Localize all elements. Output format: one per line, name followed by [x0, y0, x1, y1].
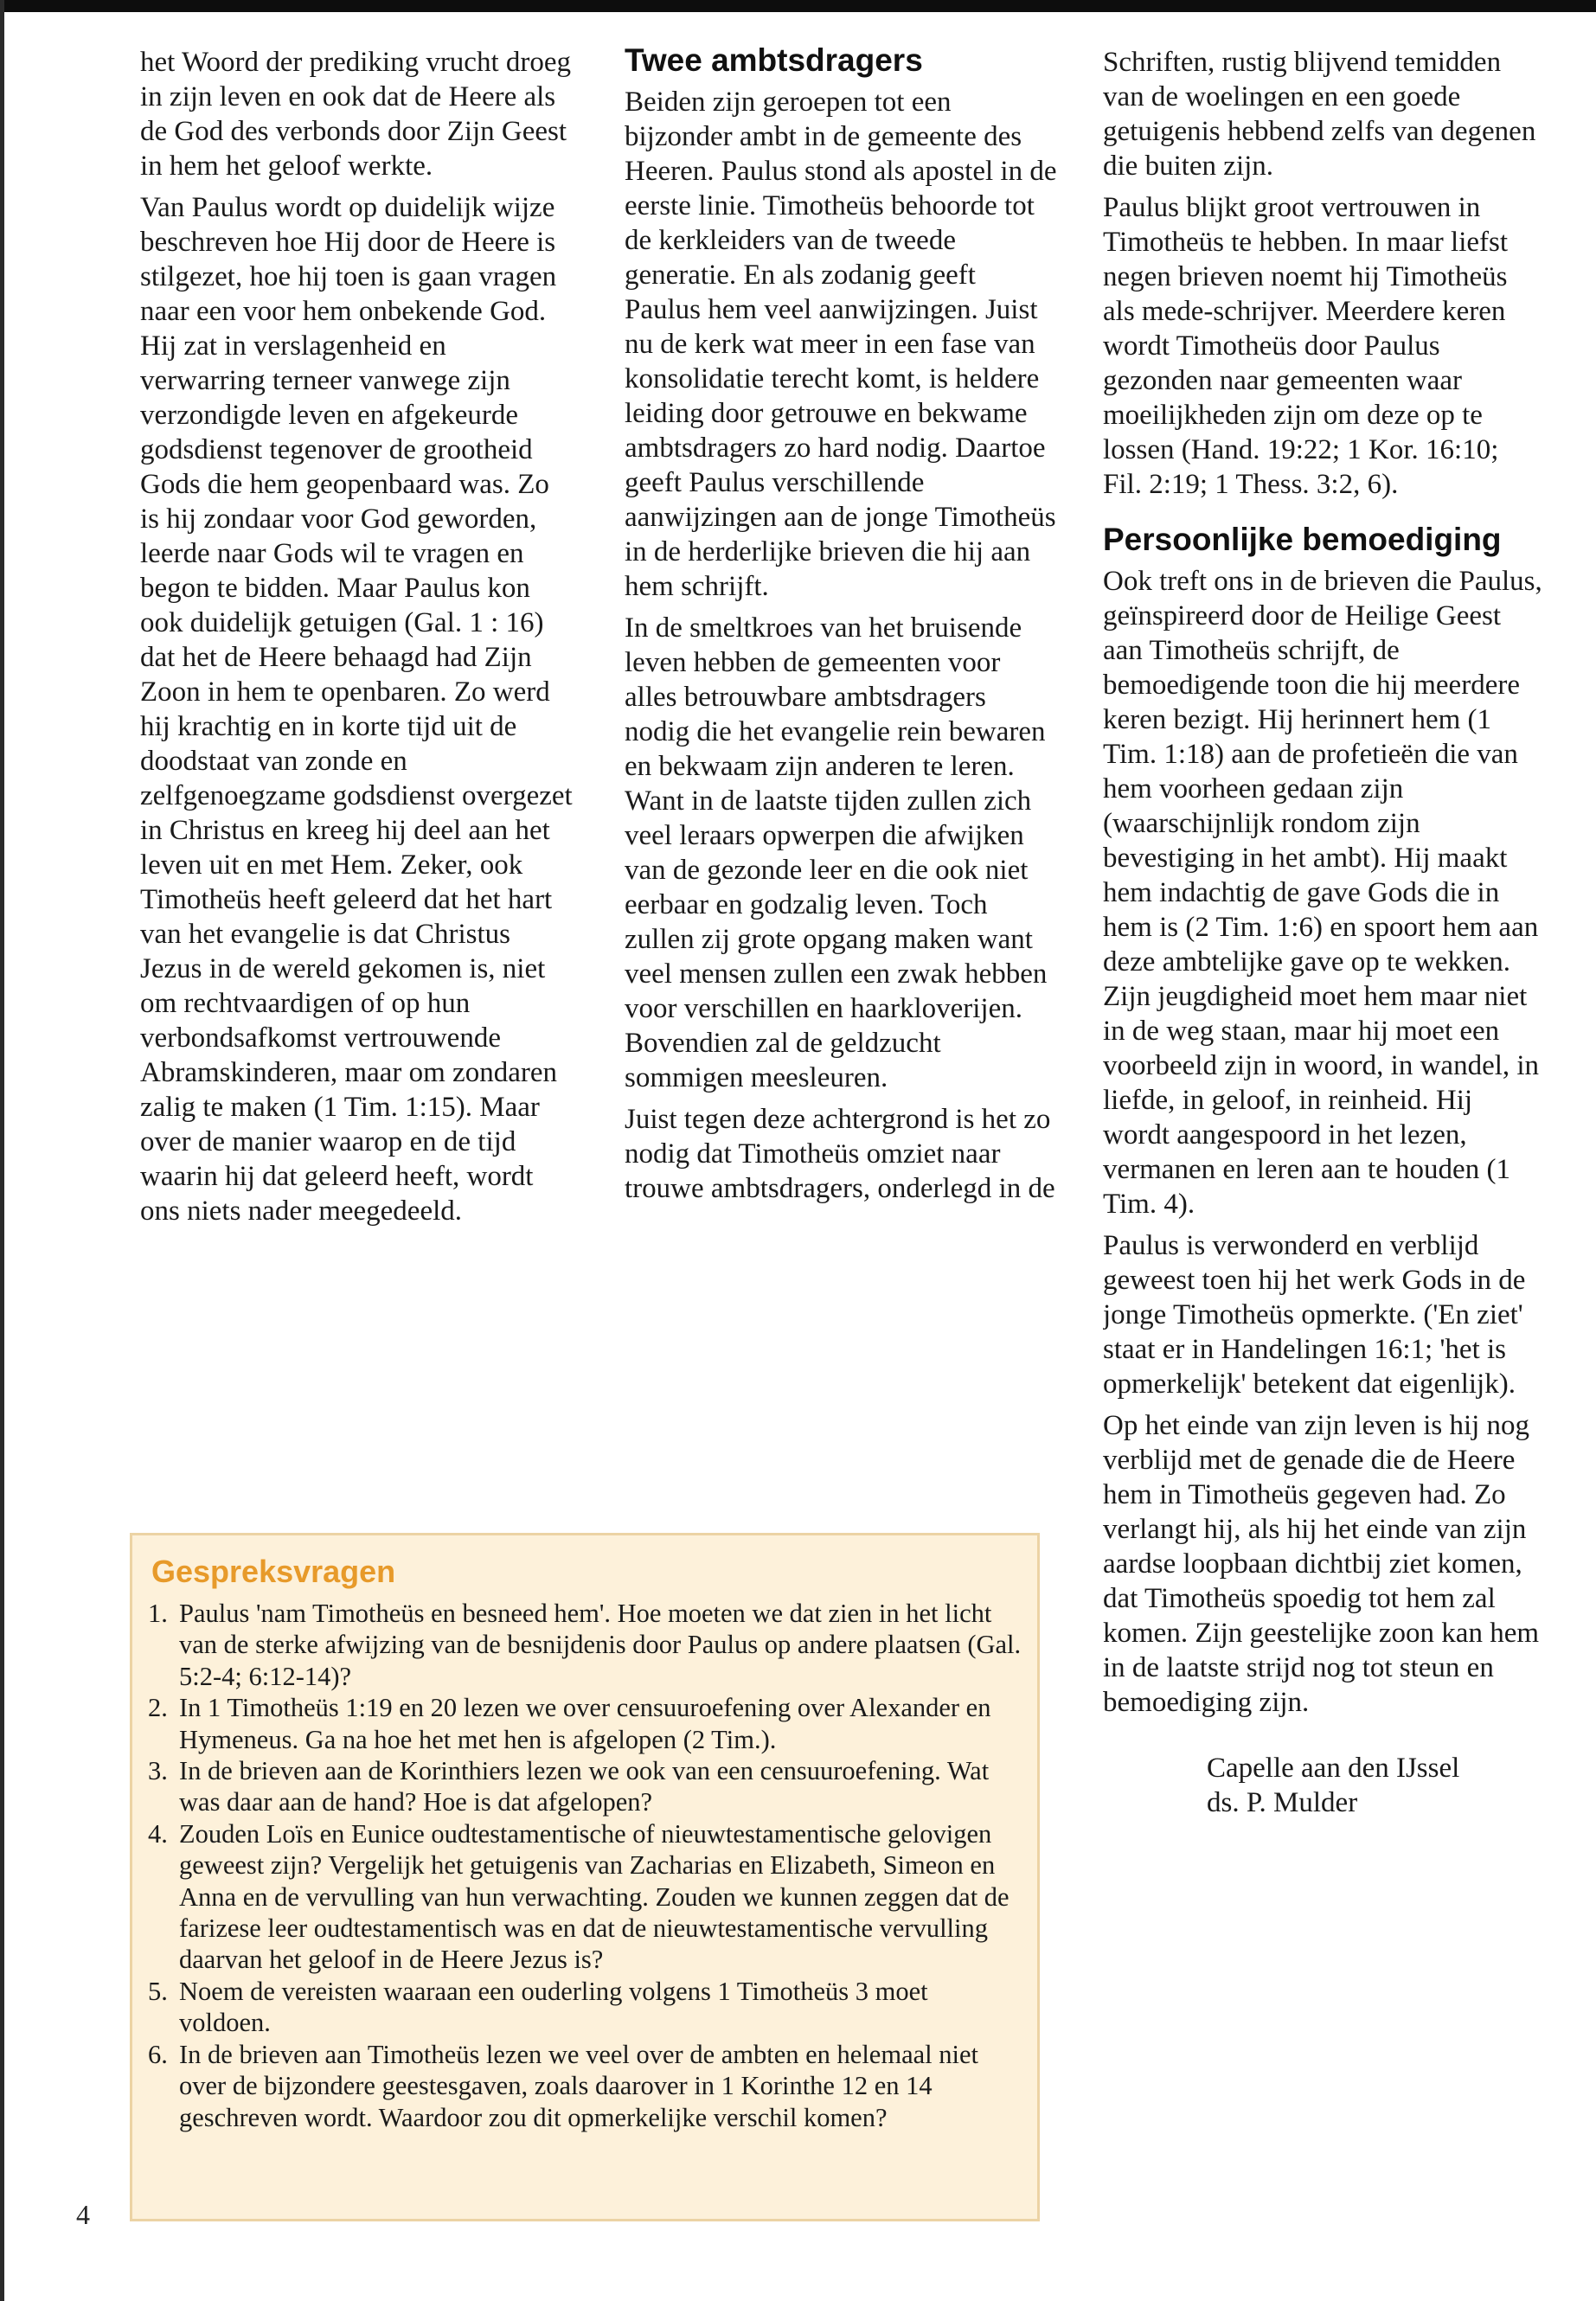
paragraph: Paulus blijkt groot vertrouwen in Timotheüs te hebben. In maar liefst negen brieven noemt hij Timotheüs als mede-schrijver. Meerdere keren wordt Timotheüs door Paulus gezonden naar gemeenten waar moeilijkheden zijn om deze op te lossen (Hand. 19:22; 1 Kor. 16:10; Fil. 2:19; 1 Thess. 3:2, 6).	[1103, 192, 1509, 500]
paragraph: Van Paulus wordt op duidelijk wijze beschreven hoe Hij door de Heere is stilgezet, hoe hij toen is gaan vragen naar een voor hem onbekende God. Hij zat in verslagenheid en verwarring terneer vanwege zijn verzondigde leven en afgekeurde godsdienst tegenover de grootheid Gods die hem geopenbaard was. Zo is hij zondaar voor God geworden, leerde naar Gods wil te vragen en begon te bidden. Maar Paulus kon ook duidelijk getuigen (Gal. 1 : 16) dat het de Heere behaagd had Zijn Zoon in hem te openbaren. Zo werd hij krachtig en in korte tijd uit de doodstaat van zonde en zelfgenoegzame godsdienst overgezet in Christus en kreeg hij deel aan het leven uit en met Hem. Zeker, ook Timotheüs heeft geleerd dat het hart van het evangelie is dat Christus Jezus in de wereld gekomen is, niet om rechtvaardigen of op hun verbondsafkomst vertrouwende Abramskinderen, maar om zondaren zalig te maken (1 Tim. 1:15). Maar over de manier waarop en de tijd waarin hij dat geleerd heeft, wordt ons niets nader meegedeeld.	[140, 192, 573, 1227]
question-item	[148, 1692, 1025, 1755]
question-text: In 1 Timotheüs 1:19 en 20 lezen we over censuuroefening over Alexander en Hymeneus. Ga na hoe het met hen is afgelopen (2 Tim.).	[179, 1693, 991, 1754]
paragraph: Juist tegen deze achtergrond is het zo nodig dat Timotheüs omziet naar trouwe ambtsdragers, onderlegd in de	[625, 1104, 1055, 1204]
question-number: 4.	[148, 1818, 168, 1849]
question-number: 3.	[148, 1756, 168, 1786]
section-heading-persoonlijke-bemoediging: Persoonlijke bemoediging	[1103, 522, 1502, 557]
paragraph: Schriften, rustig blijvend temidden van de woelingen en een goede getuigenis hebbend zelfs van degenen die buiten zijn.	[1103, 47, 1536, 182]
question-number: 5.	[148, 1976, 168, 2006]
question-item	[148, 1818, 1025, 1976]
signature-place: Capelle aan den IJssel	[1207, 1753, 1460, 1784]
question-item	[148, 1976, 1025, 2039]
discussion-questions-box	[130, 1533, 1040, 2221]
paragraph: Beiden zijn geroepen tot een bijzonder ambt in de gemeente des Heeren. Paulus stond als apostel in de eerste linie. Timotheüs behoorde tot de kerkleiders van de tweede generatie. En als zodanig geeft Paulus hem veel aanwijzingen. Juist nu de kerk wat meer in een fase van konsolidatie terecht komt, is heldere leiding door getrouwe en bekwame ambtsdragers zo hard nodig. Daartoe geeft Paulus verschillende aanwijzingen aan de jonge Timotheüs in de herderlijke brieven die hij aan hem schrijft.	[625, 87, 1057, 602]
section-heading-twee-ambtsdragers: Twee ambtsdragers	[625, 42, 923, 78]
paragraph: Paulus is verwonderd en verblijd geweest toen hij het werk Gods in de jonge Timotheüs opmerkte. ('En ziet' staat er in Handelingen 16:1; 'het is opmerkelijk' betekent dat eigenlijk).	[1103, 1230, 1526, 1400]
page-number: 4	[76, 2199, 90, 2230]
questions-list	[148, 1598, 1025, 2133]
author-signature	[1103, 1751, 1544, 1820]
question-text: Noem de vereisten waaraan een ouderling volgens 1 Timotheüs 3 moet voldoen.	[179, 1976, 928, 2038]
column-2	[625, 42, 1057, 1512]
question-item	[148, 2039, 1025, 2133]
question-text: In de brieven aan de Korinthiers lezen we ook van een censuuroefening. Wat was daar aan de hand? Hoe is dat afgelopen?	[179, 1756, 990, 1817]
question-text: In de brieven aan Timotheüs lezen we veel over de ambten en helemaal niet over de bijzondere geestesgaven, zoals daarover in 1 Korinthe 12 en 14 geschreven wordt. Waardoor zou dit opmerkelijke verschil komen?	[179, 2039, 978, 2132]
paragraph: Ook treft ons in de brieven die Paulus, geïnspireerd door de Heilige Geest aan Timotheüs schrijft, de bemoedigende toon die hij meerdere keren bezigt. Hij herinnert hem (1 Tim. 1:18) aan de profetieën die van hem voorheen gedaan zijn (waarschijnlijk rondom zijn bevestiging in het ambt). Hij maakt hem indachtig de gave Gods die in hem is (2 Tim. 1:6) en spoort hem aan deze ambtelijke gave op te wekken. Zijn jeugdigheid moet hem maar niet in de weg staan, maar hij moet een voorbeeld zijn in woord, in wandel, in liefde, in geloof, in reinheid. Hij wordt aangespoord in het lezen, vermanen en leren aan te houden (1 Tim. 4).	[1103, 566, 1542, 1220]
question-text: Paulus 'nam Timotheüs en besneed hem'. Hoe moeten we dat zien in het licht van de sterke afwijzing van de besnijdenis door Paulus op andere plaatsen (Gal. 5:2-4; 6:12-14)?	[179, 1599, 1022, 1691]
question-number: 2.	[148, 1693, 168, 1723]
paragraph: Op het einde van zijn leven is hij nog verblijd met de genade die de Heere hem in Timotheüs gegeven had. Zo verlangt hij, als hij het einde van zijn aardse loopbaan dichtbij ziet komen, dat Timotheüs spoedig tot hem zal komen. Zijn geestelijke zoon kan hem in de laatste strijd nog tot steun en bemoediging zijn.	[1103, 1410, 1540, 1718]
paragraph: het Woord der prediking vrucht droeg in zijn leven en ook dat de Heere als de God des verbonds door Zijn Geest in hem het geloof werkte.	[140, 47, 572, 182]
signature-author: ds. P. Mulder	[1207, 1787, 1358, 1818]
question-item	[148, 1598, 1025, 1692]
question-number: 6.	[148, 2039, 168, 2069]
questions-title: Gespreksvragen	[151, 1554, 396, 1589]
question-text: Zouden Loïs en Eunice oudtestamentische of nieuwtestamentische gelovigen geweest zijn? Vergelijk het getuigenis van Zacharias en Elizabeth, Simeon en Anna en de vervulling van hun verwachting. Zouden we kunnen zeggen dat de farizese leer oudtestamentisch was en dat de nieuwtestamentische vervulling daarvan het geloof in de Heere Jezus is?	[179, 1818, 1010, 1975]
paragraph: In de smeltkroes van het bruisende leven hebben de gemeenten voor alles betrouwbare ambtsdragers nodig die het evangelie rein bewaren en bekwaam zijn anderen te leren. Want in de laatste tijden zullen zich veel leraars opwerpen die afwijken van de gezonde leer en die ook niet eerbaar en godzalig leven. Toch zullen zij grote opgang maken want veel mensen zullen een zwak hebben voor verschillen en haarkloverijen. Bovendien zal de geldzucht sommigen meesleuren.	[625, 612, 1048, 1093]
column-3	[1103, 45, 1544, 2242]
column-1	[140, 45, 573, 1516]
question-number: 1.	[148, 1599, 168, 1628]
question-item	[148, 1755, 1025, 1818]
